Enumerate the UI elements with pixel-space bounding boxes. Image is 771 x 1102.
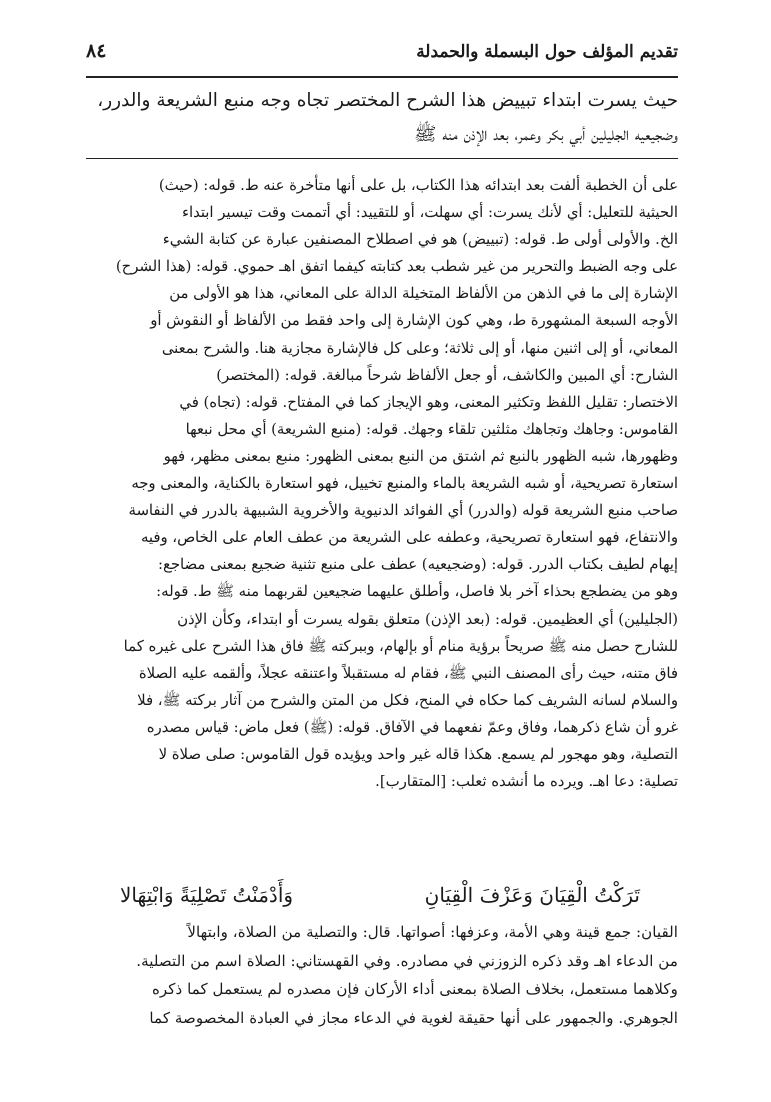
sharh-line: التصلية، وهو مهجور لم يسمع. هكذا قاله غير واحد ويؤيده قول القاموس: صلى صلاة لا xyxy=(158,745,678,763)
sharh-line: على وجه الضبط والتحرير من غير شطب بعد كتابته كيفما اتفق اهـ حموي. قوله: (هذا الشرح) xyxy=(115,258,678,276)
main-text-line: حيث يسرت ابتداء تبييض هذا الشرح المختصر تجاه وجه منبع الشريعة والدرر، xyxy=(97,90,678,111)
text-divider xyxy=(86,158,678,159)
sharh-line: الأوجه السبعة المشهورة ط، وهي كون الإشارة إلى واحد فقط من الألفاظ أو النقوش أو xyxy=(150,312,678,330)
tail-line: القيان: جمع قينة وهي الأمة، وعزفها: أصواتها. قال: والتصلية من الصلاة، وابتهالاً xyxy=(187,923,678,941)
sharh-line: تصلية: دعا اهـ. ويرده ما أنشده ثعلب: [المتقارب]. xyxy=(375,773,678,791)
sharh-line: وظهورها، شبه الظهور بالنبع ثم اشتق من النبع بمعنى الظهور: منبع بمعنى مظهر، فهو xyxy=(163,447,678,465)
tail-line: الجوهري. والجمهور على أنها حقيقة لغوية في الدعاء مجاز في العبادة المخصوصة كما xyxy=(149,1008,678,1027)
sharh-line: فاق متنه، حيث رأى المصنف النبي ﷺ، فقام له مستقبلاً واعتنقه عجلاً، وألقمه عليه الصلاة xyxy=(138,664,678,682)
sharh-line: غرو أن شاع ذكرهما، وفاق وعمّ نفعهما في الآفاق. قوله: (ﷺ) فعل ماض: قياس مصدره xyxy=(146,718,678,736)
commentary-text xyxy=(86,172,678,795)
sharh-line: استعارة تصريحية، أو شبه الشريعة بالماء والمنبع تخييل، فهو استعارة بالكناية، والمعنى وجه xyxy=(131,475,678,493)
sharh-line: المعاني، أو إلى اثنين منها، أو إلى ثلاثة؛ وعلى كل فالإشارة مجازية هنا. والشرح بمعنى xyxy=(161,339,678,357)
poem-verse xyxy=(120,878,640,912)
sharh-line: إيهام لطيف بكتاب الدرر. قوله: (وضجيعيه) عطف على منبع تثنية ضجيع بمعنى مضاجع: xyxy=(158,556,678,574)
running-header xyxy=(86,36,678,78)
sharh-line: الاختصار: تقليل اللفظ وتكثير المعنى، وهو الإيجاز كما في المفتاح. قوله: (تجاه) في xyxy=(179,393,678,411)
main-text-line: وضجيعيه الجليلين أبي بكر وعمر، بعد الإذن منه ﷺ xyxy=(414,124,678,145)
sharh-line: على أن الخطبة ألفت بعد ابتدائه هذا الكتاب، بل على أنها متأخرة عنه ط. قوله: (حيث) xyxy=(158,177,678,194)
sharh-line: القاموس: وجاهك وتجاهك مثلثين تلقاء وجهك. قوله: (منبع الشريعة) أي محل نبعها xyxy=(185,420,678,438)
sharh-line: والسلام لسانه الشريف كما حكاه في المنح، فكل من المتن والشرح من آثار بركته ﷺ، فلا xyxy=(137,691,678,709)
tail-line: من الدعاء اهـ وقد ذكره الزوزني في مصادره. وفي القهستاني: الصلاة اسم من التصلية. xyxy=(136,951,678,970)
sharh-line: للشارح حصل منه ﷺ صريحاً برؤية منام أو بإلهام، وببركته ﷺ فاق هذا الشرح على غيره كما xyxy=(123,637,678,655)
verse-first-hemistich: تَرَكْتُ الْقِيَانَ وَعَزْفَ الْقِيَانِ xyxy=(424,883,640,907)
chapter-title: تقديم المؤلف حول البسملة والحمدلة xyxy=(416,42,678,62)
sharh-line: والانتفاع، فهو استعارة تصريحية، وعطفه على الشريعة من عطف العام على الخاص، وفيه xyxy=(140,529,678,547)
sharh-line: الإشارة إلى ما في الذهن من الألفاظ المتخيلة الدالة على المعاني، هذا هو الأولى من xyxy=(169,285,678,303)
sharh-line: الخ. والأولى أولى ط. قوله: (تبييض) هو في اصطلاح المصنفين عبارة عن كتابة الشيء xyxy=(162,231,678,249)
sharh-line: وهو من يضطجع بحذاء آخر بلا فاصل، وأطلق عليهما ضجيعين لقربهما منه ﷺ ط. قوله: xyxy=(156,583,678,601)
main-text xyxy=(86,84,678,152)
sharh-line: صاحب منبع الشريعة قوله (والدرر) أي الفوائد الدنيوية والأخروية الشبيهة بالدرر في النفاسة xyxy=(128,502,678,520)
sharh-line: (الجليلين) أي العظيمين. قوله: (بعد الإذن) متعلق بقوله يسرت أو ابتداء، وكأن الإذن xyxy=(177,610,678,628)
commentary-continuation xyxy=(86,918,678,1032)
tail-line: وكلاهما مستعمل، بخلاف الصلاة بمعنى أداء الأركان فإن مصدره لم يستعمل كما ذكره xyxy=(151,980,678,999)
sharh-line: الشارح: أي المبين والكاشف، أو جعل الألفاظ شرحاً مبالغة. قوله: (المختصر) xyxy=(216,366,678,384)
verse-second-hemistich: وَأَدْمَنْتُ تَصْلِيَةً وَابْتِهَالا xyxy=(120,883,294,907)
sharh-line: الحيثية للتعليل: أي لأنك يسرت: أي سهلت، أو للتقييد: أي أتممت وقت تيسير ابتداء xyxy=(182,204,678,222)
page-number: ٨٤ xyxy=(86,40,107,62)
